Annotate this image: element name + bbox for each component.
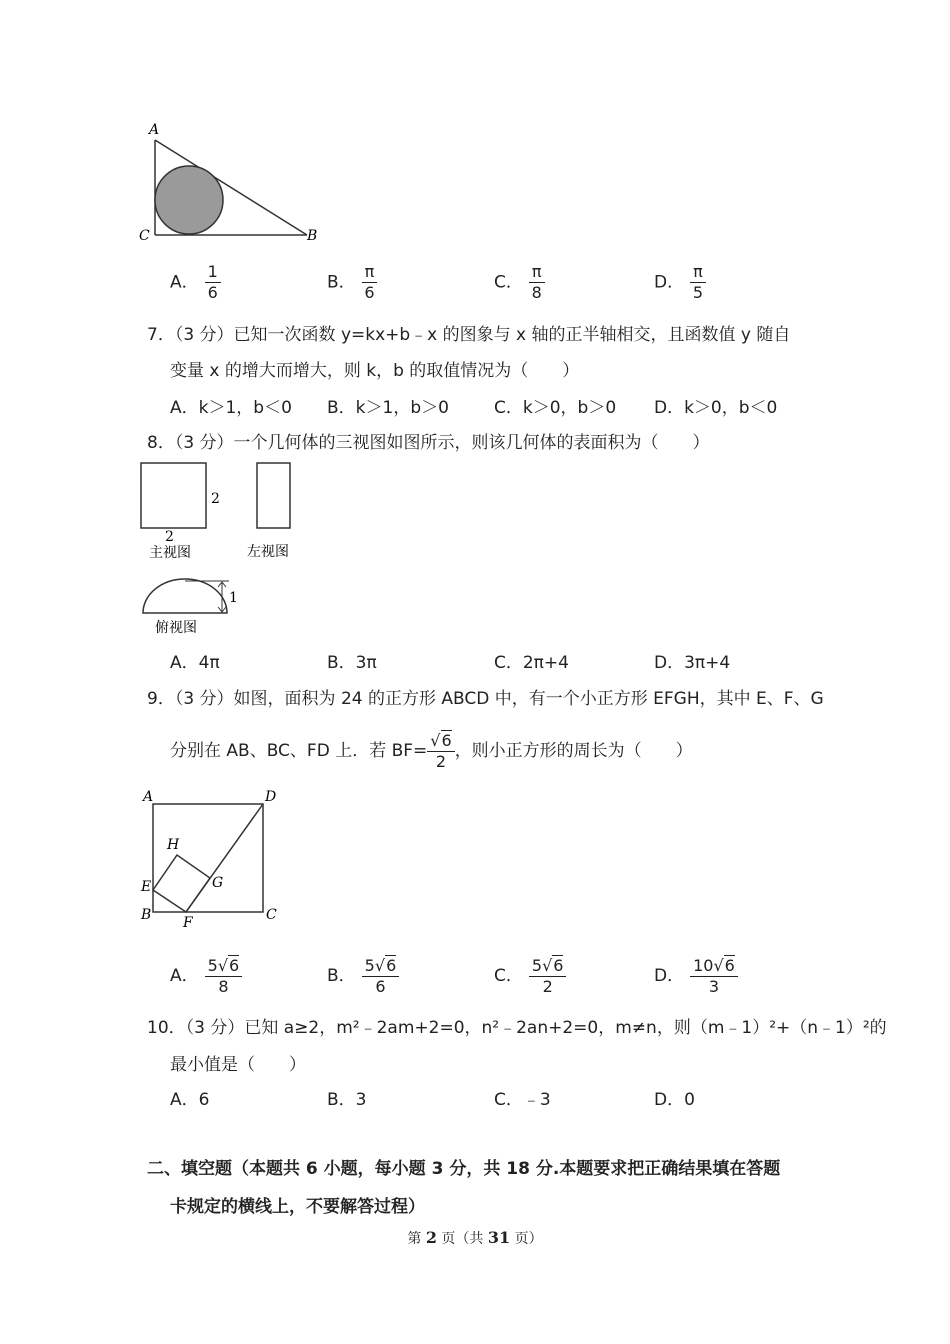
q8-option-a: A．4π xyxy=(170,653,220,673)
svg-text:H: H xyxy=(167,837,180,853)
section2-heading-line2: 卡规定的横线上，不要解答过程） xyxy=(170,1197,425,1217)
top-view-semicircle xyxy=(143,579,227,613)
svg-text:A: A xyxy=(143,789,154,805)
q10-option-c: C．﹣3 xyxy=(494,1090,551,1110)
section2-heading-line1: 二、填空题（本题共 6 小题，每小题 3 分，共 18 分.本题要求把正确结果填在答题 xyxy=(147,1159,781,1179)
svg-text:C: C xyxy=(266,907,277,923)
front-view-label: 主视图 xyxy=(149,545,191,561)
q7-option-c: C．k＞0，b＞0 xyxy=(494,398,617,418)
top-view-label: 俯视图 xyxy=(155,620,197,636)
q9-option-a: A． $\frac{5√6}{8}$ xyxy=(170,955,242,997)
q10-option-a: A．6 xyxy=(170,1090,210,1110)
q10-option-b: B．3 xyxy=(327,1090,367,1110)
q9-option-d: D． $\frac{10√6}{3}$ xyxy=(654,955,738,997)
svg-text:F: F xyxy=(183,915,193,931)
q6-option-a: A． $\frac{1}{6}$ xyxy=(170,262,221,303)
top-radius-label: 1 xyxy=(229,590,238,606)
q10-stem-line2: 最小值是（ ） xyxy=(170,1055,306,1075)
svg-text:E: E xyxy=(141,879,152,895)
q9-stem-line1: 9．（3 分）如图，面积为 24 的正方形 ABCD 中，有一个小正方形 EFGH，其中 E、F、G xyxy=(147,689,824,709)
q8-three-views-figure xyxy=(135,455,315,640)
label-C: C xyxy=(139,228,150,244)
q10-stem-line1: 10．（3 分）已知 a≥2，m²﹣2am+2=0，n²﹣2an+2=0，m≠n，则（m﹣1）²+（n﹣1）²的 xyxy=(147,1018,887,1038)
label-A: A xyxy=(149,122,160,138)
q9-option-c: C． $\frac{5√6}{2}$ xyxy=(494,955,566,997)
q7-option-d: D．k＞0，b＜0 xyxy=(654,398,778,418)
square-efgh xyxy=(153,855,210,912)
side-view-label: 左视图 xyxy=(247,544,289,560)
q7-stem-line1: 7．（3 分）已知一次函数 y=kx+b﹣x 的图象与 x 轴的正半轴相交，且函数值 y 随自 xyxy=(147,325,791,345)
side-view-rect xyxy=(257,463,290,528)
q9-square-figure xyxy=(135,785,285,935)
svg-text:G: G xyxy=(212,875,224,891)
q8-stem: 8．（3 分）一个几何体的三视图如图所示，则该几何体的表面积为（ ） xyxy=(147,433,710,453)
q7-option-b: B．k＞1，b＞0 xyxy=(327,398,449,418)
svg-text:D: D xyxy=(265,789,277,805)
square-abcd xyxy=(153,804,263,912)
q8-option-c: C．2π+4 xyxy=(494,653,569,673)
q7-stem-line2: 变量 x 的增大而增大，则 k，b 的取值情况为（ ） xyxy=(170,361,580,381)
svg-text:B: B xyxy=(141,907,152,923)
q9-option-b: B． $\frac{5√6}{6}$ xyxy=(327,955,399,997)
q8-option-b: B．3π xyxy=(327,653,377,673)
q10-option-d: D．0 xyxy=(654,1090,695,1110)
q8-option-d: D．3π+4 xyxy=(654,653,731,673)
front-width-label: 2 xyxy=(165,529,174,545)
q6-option-c: C． $\frac{\pi}{8}$ xyxy=(494,262,545,303)
q6-figure xyxy=(135,118,325,248)
q9-stem-line2: 分别在 AB、BC、FD 上．若 BF= $\frac{√6}{2}$ ，则小正方形的周长为（ ） xyxy=(170,731,693,771)
front-height-label: 2 xyxy=(211,491,220,507)
inscribed-circle xyxy=(155,166,223,234)
label-B: B xyxy=(307,228,318,244)
front-view-square xyxy=(141,463,206,528)
page-footer: 第 2 页（共 31 页） xyxy=(407,1228,543,1247)
q7-option-a: A．k＞1，b＜0 xyxy=(170,398,292,418)
q6-option-b: B． $\frac{\pi}{6}$ xyxy=(327,262,377,303)
q6-option-d: D． $\frac{\pi}{5}$ xyxy=(654,262,706,303)
